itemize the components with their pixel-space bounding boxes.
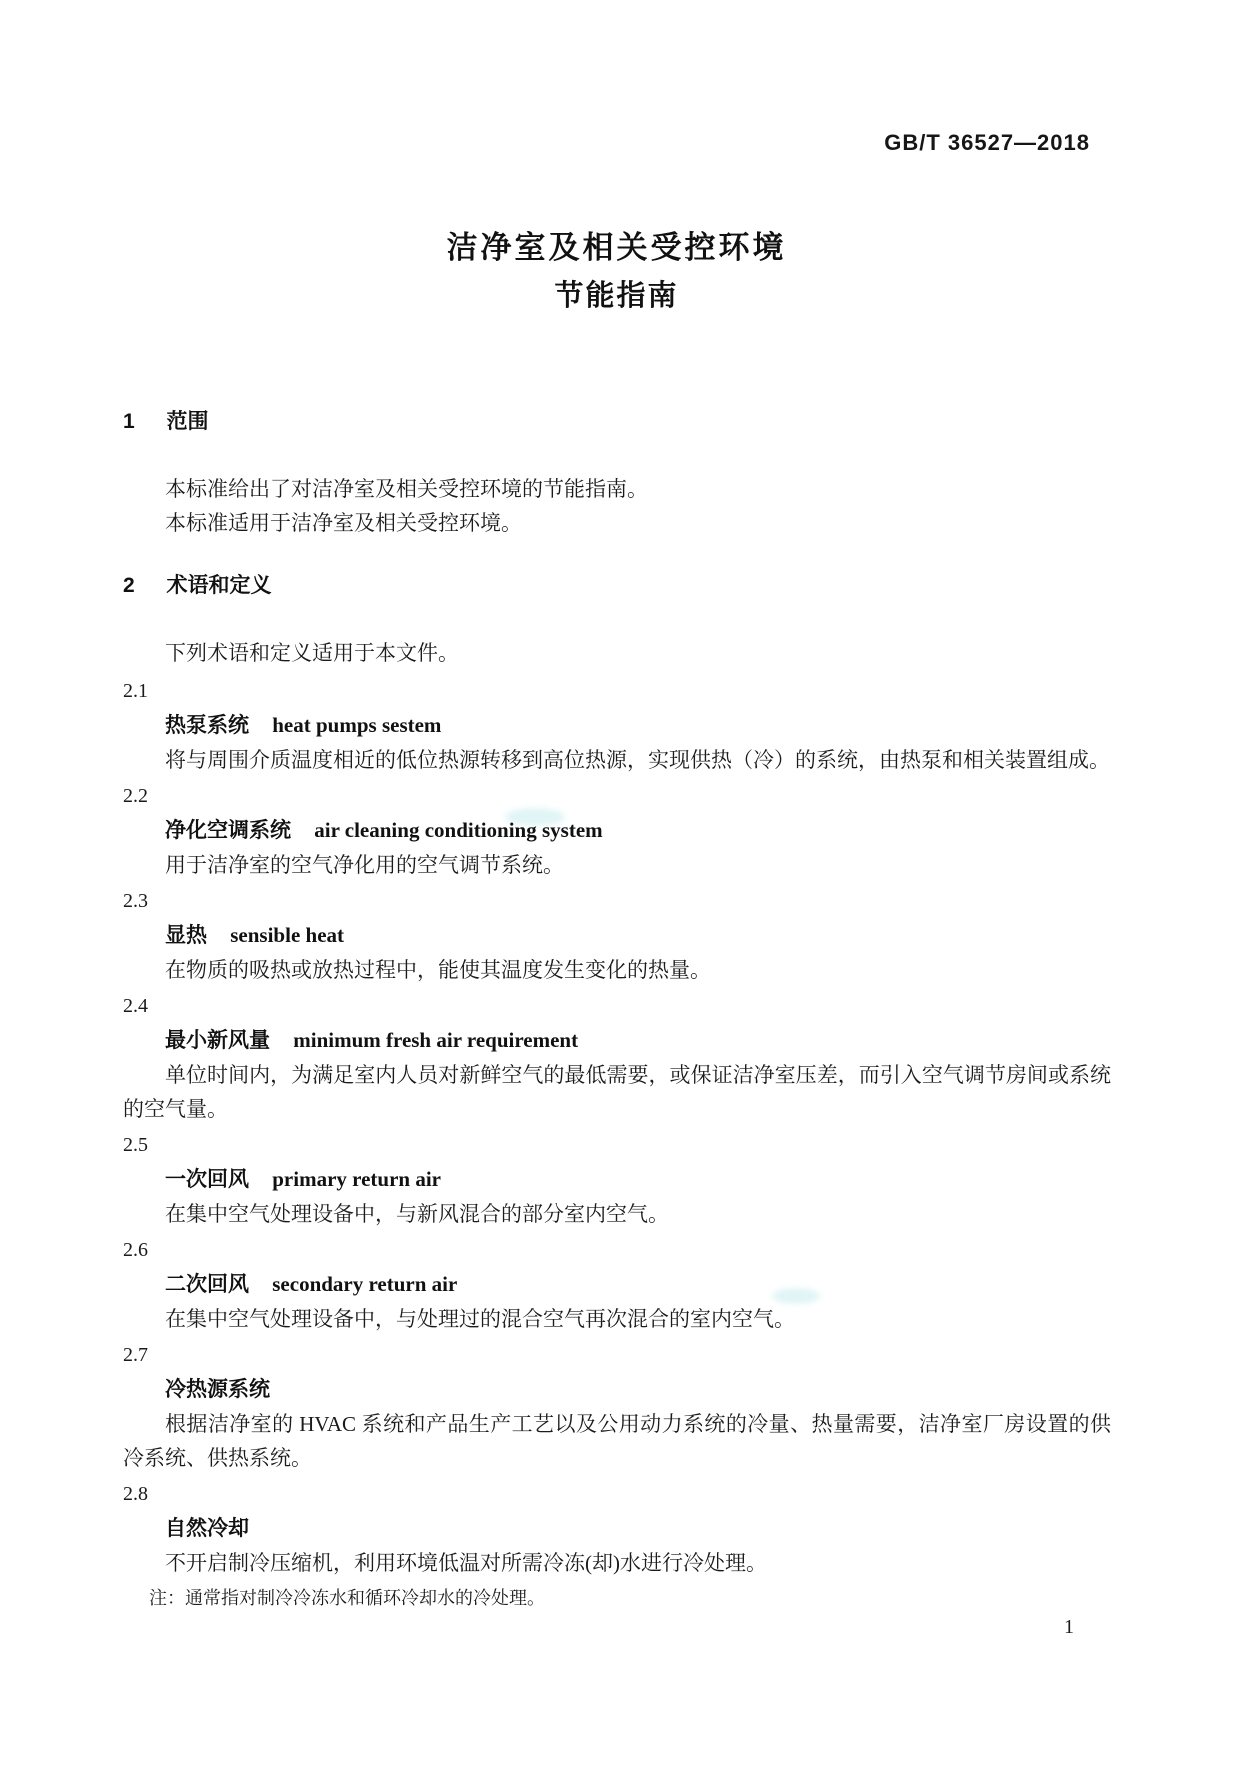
section-heading-terms (123, 572, 1111, 600)
term-name-en: minimum fresh air requirement (293, 1028, 579, 1052)
term-name-zh: 最小新风量 (165, 1029, 270, 1052)
scope-paragraph: 本标准给出了对洁净室及相关受控环境的节能指南。 (165, 477, 648, 501)
term-name-en: heat pumps sestem (272, 713, 442, 737)
term-name-en: sensible heat (230, 923, 345, 947)
term-group (123, 1233, 1111, 1336)
term-name-zh: 净化空调系统 (165, 819, 291, 842)
section-heading-scope (123, 408, 1111, 436)
term-name (165, 1511, 1111, 1546)
document-title-line1: 洁净室及相关受控环境 (446, 230, 787, 265)
term-number: 2.4 (123, 995, 148, 1017)
term-number: 2.5 (123, 1134, 148, 1156)
scope-paragraph: 本标准适用于洁净室及相关受控环境。 (165, 511, 522, 535)
term-name (165, 708, 1111, 743)
term-number: 2.2 (123, 785, 148, 807)
term-number: 2.1 (123, 680, 148, 702)
term-group (123, 1128, 1111, 1231)
page-number: 1 (1064, 1616, 1074, 1638)
document-title-line2: 节能指南 (554, 280, 679, 312)
term-name-en: air cleaning conditioning system (314, 818, 603, 842)
term-definition: 单位时间内，为满足室内人员对新鲜空气的最低需要，或保证洁净室压差，而引入空气调节房间或系统的空气量。 (123, 1063, 1111, 1121)
term-group (123, 674, 1111, 777)
term-name (165, 1267, 1111, 1302)
term-name (165, 813, 1111, 848)
term-definition: 在集中空气处理设备中，与处理过的混合空气再次混合的室内空气。 (165, 1307, 795, 1331)
term-name-zh: 热泵系统 (165, 714, 249, 737)
standard-code: GB/T 36527—2018 (884, 130, 1090, 155)
term-group (123, 989, 1111, 1126)
term-name-zh: 显热 (165, 924, 207, 947)
section-number: 2 (123, 574, 135, 597)
term-note: 注：通常指对制冷冷冻水和循环冷却水的冷处理。 (149, 1588, 545, 1608)
term-definition: 在物质的吸热或放热过程中，能使其温度发生变化的热量。 (165, 958, 711, 982)
document-body (123, 408, 1111, 1614)
term-name (165, 1162, 1111, 1197)
term-definition: 根据洁净室的 HVAC 系统和产品生产工艺以及公用动力系统的冷量、热量需要，洁净室厂房设置的供冷系统、供热系统。 (123, 1412, 1111, 1470)
term-definition: 不开启制冷压缩机，利用环境低温对所需冷冻(却)水进行冷处理。 (165, 1551, 767, 1575)
document-title (0, 228, 1233, 316)
term-name (165, 1023, 1111, 1058)
term-name-en: secondary return air (272, 1272, 458, 1296)
term-name-zh: 冷热源系统 (165, 1378, 270, 1401)
term-name-zh: 一次回风 (165, 1168, 249, 1191)
term-name-en: primary return air (272, 1167, 441, 1191)
term-number: 2.7 (123, 1344, 148, 1366)
term-name-zh: 二次回风 (165, 1273, 249, 1296)
section-label: 范围 (166, 410, 209, 433)
term-name-zh: 自然冷却 (165, 1517, 249, 1540)
term-group (123, 1477, 1111, 1614)
section-label: 术语和定义 (166, 574, 272, 597)
term-number: 2.6 (123, 1239, 148, 1261)
term-name (165, 918, 1111, 953)
term-group (123, 884, 1111, 987)
term-definition: 用于洁净室的空气净化用的空气调节系统。 (165, 853, 564, 877)
term-definition: 在集中空气处理设备中，与新风混合的部分室内空气。 (165, 1202, 669, 1226)
terms-intro-paragraph: 下列术语和定义适用于本文件。 (165, 641, 459, 665)
terms-list (123, 674, 1111, 1614)
term-group (123, 1338, 1111, 1475)
term-definition: 将与周围介质温度相近的低位热源转移到高位热源，实现供热（冷）的系统，由热泵和相关装置组成。 (165, 748, 1110, 772)
term-number: 2.8 (123, 1483, 148, 1505)
term-number: 2.3 (123, 890, 148, 912)
section-number: 1 (123, 410, 135, 433)
term-name (165, 1372, 1111, 1407)
term-group (123, 779, 1111, 882)
